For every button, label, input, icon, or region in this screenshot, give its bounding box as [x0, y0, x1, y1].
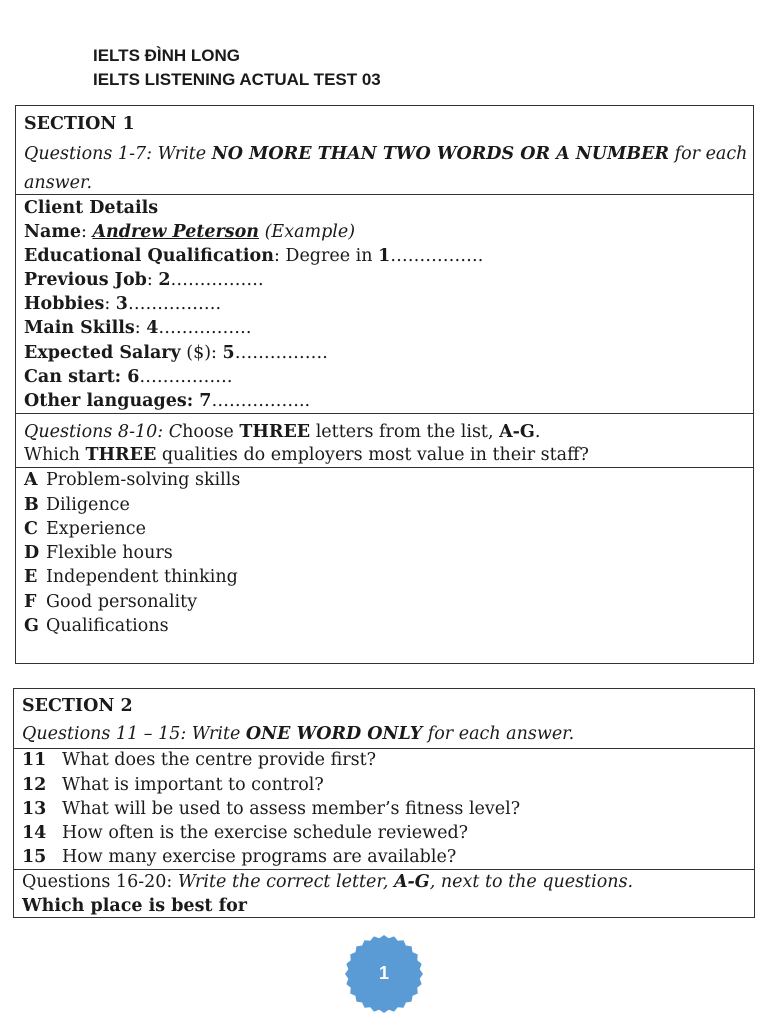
- answer-blank-4: …………….: [158, 318, 252, 338]
- page-number-badge: [344, 934, 424, 1014]
- section2-title: SECTION 2: [22, 696, 133, 716]
- expected-salary-row: Expected Salary ($): 5…………….: [24, 343, 328, 363]
- hobbies-row: Hobbies: 3…………….: [24, 294, 222, 314]
- divider: [16, 194, 753, 195]
- client-details-heading: Client Details: [24, 198, 159, 218]
- option-e: E Independent thinking: [24, 567, 238, 587]
- question-13: 13 What will be used to assess member’s fitness level?: [22, 799, 521, 819]
- option-f: F Good personality: [24, 592, 198, 612]
- page-number: 1: [378, 963, 389, 983]
- questions-16-20-prompt: Which place is best for: [22, 896, 248, 916]
- questions-16-20-instruction: Questions 16-20: Write the correct letter, A-G, next to the questions.: [22, 872, 634, 892]
- example-name: Andrew Peterson: [92, 222, 260, 242]
- answer-blank-5: …………….: [234, 343, 328, 363]
- section1-instruction-cont: answer.: [24, 173, 93, 193]
- answer-blank-2: …………….: [170, 270, 264, 290]
- option-g: G Qualifications: [24, 616, 169, 636]
- option-a: A Problem-solving skills: [24, 470, 241, 490]
- section2-instruction: Questions 11 – 15: Write ONE WORD ONLY for each answer.: [22, 724, 575, 744]
- questions-8-10-instruction: Questions 8-10: Choose THREE letters from the list, A-G.: [24, 422, 541, 442]
- main-skills-row: Main Skills: 4…………….: [24, 318, 252, 338]
- question-11: 11 What does the centre provide first?: [22, 750, 377, 770]
- answer-blank-6: …………….: [139, 367, 233, 387]
- can-start-row: Can start: 6…………….: [24, 367, 233, 387]
- answer-blank-1: …………….: [390, 246, 484, 266]
- option-d: D Flexible hours: [24, 543, 173, 563]
- question-14: 14 How often is the exercise schedule reviewed?: [22, 823, 469, 843]
- other-languages-row: Other languages: 7……………..: [24, 391, 311, 411]
- client-name-row: Name: Andrew Peterson (Example): [24, 222, 356, 242]
- section1-title: SECTION 1: [24, 114, 135, 134]
- option-c: C Experience: [24, 519, 146, 539]
- answer-blank-7: ……………..: [211, 391, 311, 411]
- question-15: 15 How many exercise programs are available?: [22, 847, 457, 867]
- answer-blank-3: …………….: [127, 294, 222, 314]
- section1-box: [15, 105, 754, 664]
- questions-8-10-prompt: Which THREE qualities do employers most value in their staff?: [24, 445, 589, 465]
- divider: [16, 413, 753, 414]
- previous-job-row: Previous Job: 2…………….: [24, 270, 264, 290]
- question-12: 12 What is important to control?: [22, 775, 324, 795]
- document-header: [93, 44, 381, 92]
- test-title: IELTS LISTENING ACTUAL TEST 03: [93, 70, 381, 89]
- education-row: Educational Qualification: Degree in 1…………….: [24, 246, 484, 266]
- option-b: B Diligence: [24, 495, 130, 515]
- section1-instruction: Questions 1-7: Write NO MORE THAN TWO WORDS OR A NUMBER for each: [24, 144, 748, 164]
- section2-box: [13, 688, 755, 918]
- school-name: IELTS ĐÌNH LONG: [93, 46, 241, 65]
